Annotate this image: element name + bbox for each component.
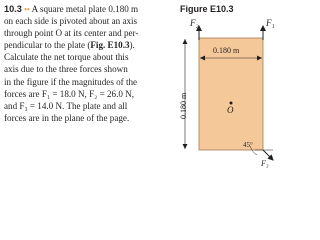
figure-reference: Fig. E10.3 [90,40,130,51]
pivot-label: O [227,105,234,115]
side-dimension-label: 0.180 m [179,92,188,119]
problem-line-6: axis due to the three forces shown [4,64,128,75]
force-f3-label: F₃ [261,159,269,168]
problem-line-2: on each side is pivoted about an axis [4,16,138,27]
problem-line-text: A square metal plate 0.180 m [31,4,139,14]
force-f1-label: F₁ [266,18,275,28]
top-dimension-label: 0.180 m [213,46,240,55]
problem-number: 10.3 [4,4,22,14]
figure-caption-text: Figure E10.3 [180,4,234,14]
problem-line-3: through point O at its center and per- [4,28,139,39]
angle-label: 45° [243,141,253,149]
problem-line-9: and F₃ = 14.0 N. The plate and all [4,100,128,111]
problem-line-5: Calculate the net torque about this [4,52,129,63]
problem-line-4-post: ). [129,40,135,51]
difficulty-marker: •• [24,5,30,14]
problem-line-7: in the figure if the magnitudes of the [4,76,138,87]
problem-line-10: forces are in the plane of the page. [4,112,130,123]
problem-line-4-pre: pendicular to the plate ( [4,40,91,51]
problem-line-8: forces are F₁ = 18.0 N, F₂ = 26.0 N, [4,88,134,99]
force-f2-label: F₂ [190,18,199,28]
